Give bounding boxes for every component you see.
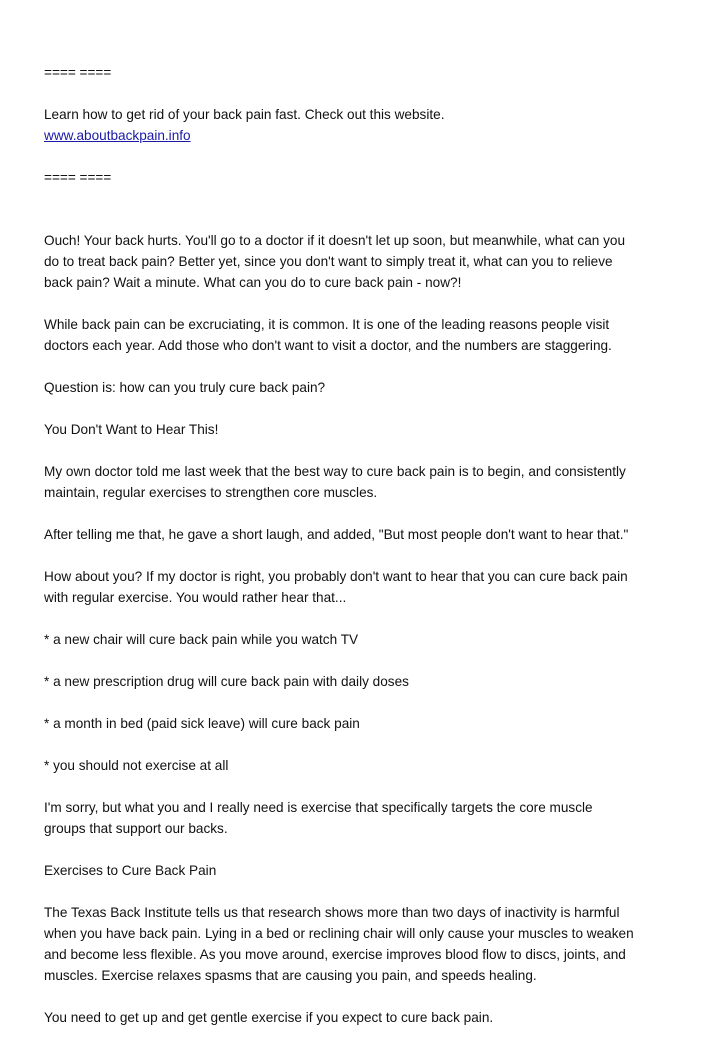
promo-link[interactable]: www.aboutbackpain.info: [44, 128, 191, 143]
text-line: My own doctor told me last week that the best way to cure back pain is to begin, and consistently: [44, 464, 626, 479]
bullet-text: * a new prescription drug will cure back pain with daily doses: [44, 674, 409, 689]
text-line: How about you? If my doctor is right, you probably don't want to hear that you can cure back pain: [44, 569, 628, 584]
text-line: and become less flexible. As you move around, exercise improves blood flow to discs, joints, and: [44, 947, 626, 962]
text-line: with regular exercise. You would rather hear that...: [44, 590, 347, 605]
text-line: do to treat back pain? Better yet, since you don't want to simply treat it, what can you to relieve: [44, 254, 613, 269]
text-line: doctors each year. Add those who don't want to visit a doctor, and the numbers are staggering.: [44, 338, 612, 353]
text-line: After telling me that, he gave a short laugh, and added, "But most people don't want to hear that.": [44, 527, 629, 542]
text-line: You need to get up and get gentle exercise if you expect to cure back pain.: [44, 1010, 494, 1025]
paragraph-closing: [44, 1007, 690, 1028]
text-line: groups that support our backs.: [44, 821, 228, 836]
text-line: maintain, regular exercises to strengthen core muscles.: [44, 485, 378, 500]
paragraph-doctor: [44, 461, 690, 503]
paragraph-texas: [44, 902, 690, 986]
paragraph-sorry: [44, 797, 690, 839]
subheading: Exercises to Cure Back Pain: [44, 863, 217, 878]
separator-bottom: ==== ====: [44, 170, 112, 185]
text-line: back pain? Wait a minute. What can you do to cure back pain - now?!: [44, 275, 462, 290]
bullet-item: [44, 629, 690, 650]
text-line: Ouch! Your back hurts. You'll go to a doctor if it doesn't let up soon, but meanwhile, what can you: [44, 233, 626, 248]
bullet-item: [44, 713, 690, 734]
text-line: muscles. Exercise relaxes spasms that are causing you pain, and speeds healing.: [44, 968, 537, 983]
paragraph-intro: [44, 230, 690, 293]
bullet-text: * you should not exercise at all: [44, 758, 229, 773]
document-page: [44, 62, 690, 1049]
spacer: [44, 146, 690, 167]
paragraph-laugh: [44, 524, 690, 545]
bullet-item: [44, 755, 690, 776]
spacer: [44, 83, 690, 104]
text-line: when you have back pain. Lying in a bed or reclining chair will only cause your muscles to weaken: [44, 926, 634, 941]
text-line: While back pain can be excruciating, it is common. It is one of the leading reasons people visit: [44, 317, 610, 332]
paragraph-question: [44, 377, 690, 398]
subheading-dont-want: [44, 419, 690, 440]
text-line: Question is: how can you truly cure back pain?: [44, 380, 326, 395]
paragraph-how-about: [44, 566, 690, 608]
promo-line: Learn how to get rid of your back pain fast. Check out this website.: [44, 107, 445, 122]
separator-top: ==== ====: [44, 65, 112, 80]
text-line: The Texas Back Institute tells us that research shows more than two days of inactivity is harmful: [44, 905, 620, 920]
subheading: You Don't Want to Hear This!: [44, 422, 219, 437]
bullet-text: * a new chair will cure back pain while you watch TV: [44, 632, 359, 647]
paragraph-common: [44, 314, 690, 356]
bullet-text: * a month in bed (paid sick leave) will cure back pain: [44, 716, 360, 731]
bullet-item: [44, 671, 690, 692]
text-line: I'm sorry, but what you and I really need is exercise that specifically targets the core muscle: [44, 800, 593, 815]
subheading-exercises: [44, 860, 690, 881]
spacer: [44, 188, 690, 230]
promo-link-line: [44, 125, 690, 146]
